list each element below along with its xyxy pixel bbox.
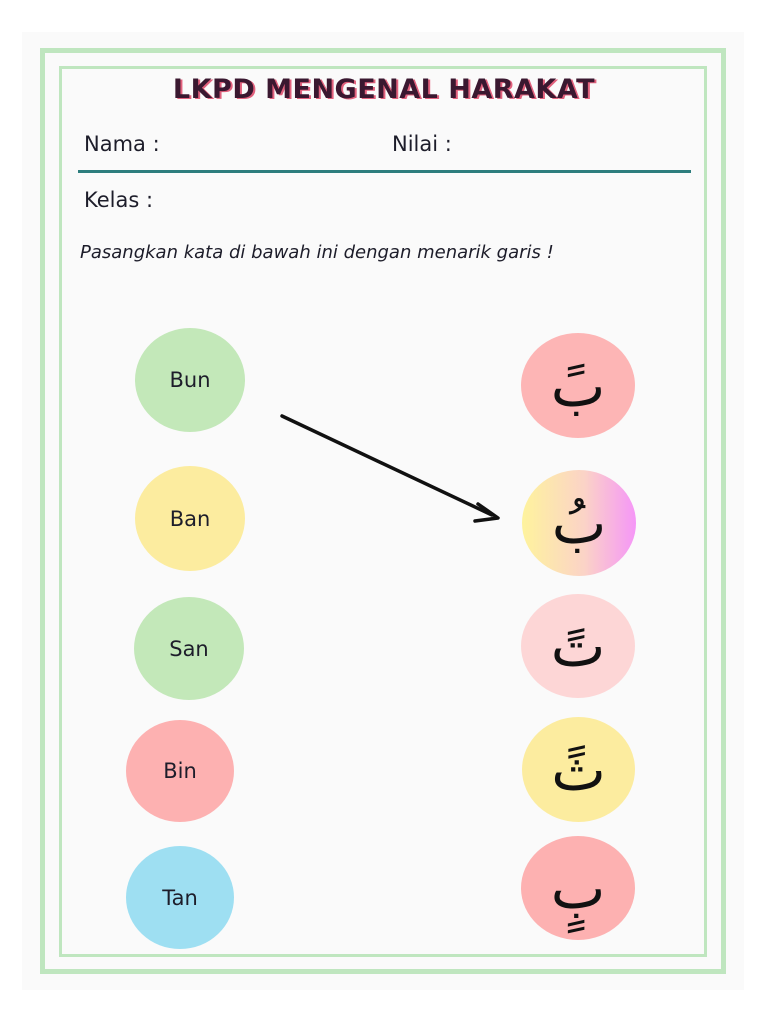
word-label: Bin — [163, 759, 197, 783]
score-label: Nilai : — [392, 132, 452, 156]
name-label: Nama : — [84, 132, 160, 156]
arabic-letter: بُ — [551, 489, 607, 557]
arabic-letter: ثً — [551, 735, 606, 804]
word-label: Tan — [162, 885, 198, 910]
word-label: Ban — [169, 506, 211, 531]
arabic-letter: بٍ — [550, 854, 606, 922]
arabic-letter: بً — [550, 351, 606, 420]
word-label: San — [169, 636, 209, 661]
word-label: Bun — [169, 368, 211, 392]
arabic-letter: تً — [550, 612, 606, 680]
page-title: LKPD MENGENAL HARAKAT — [172, 74, 596, 105]
instruction-text: Pasangkan kata di bawah ini dengan menarik garis ! — [80, 242, 554, 263]
class-label: Kelas : — [84, 188, 154, 212]
